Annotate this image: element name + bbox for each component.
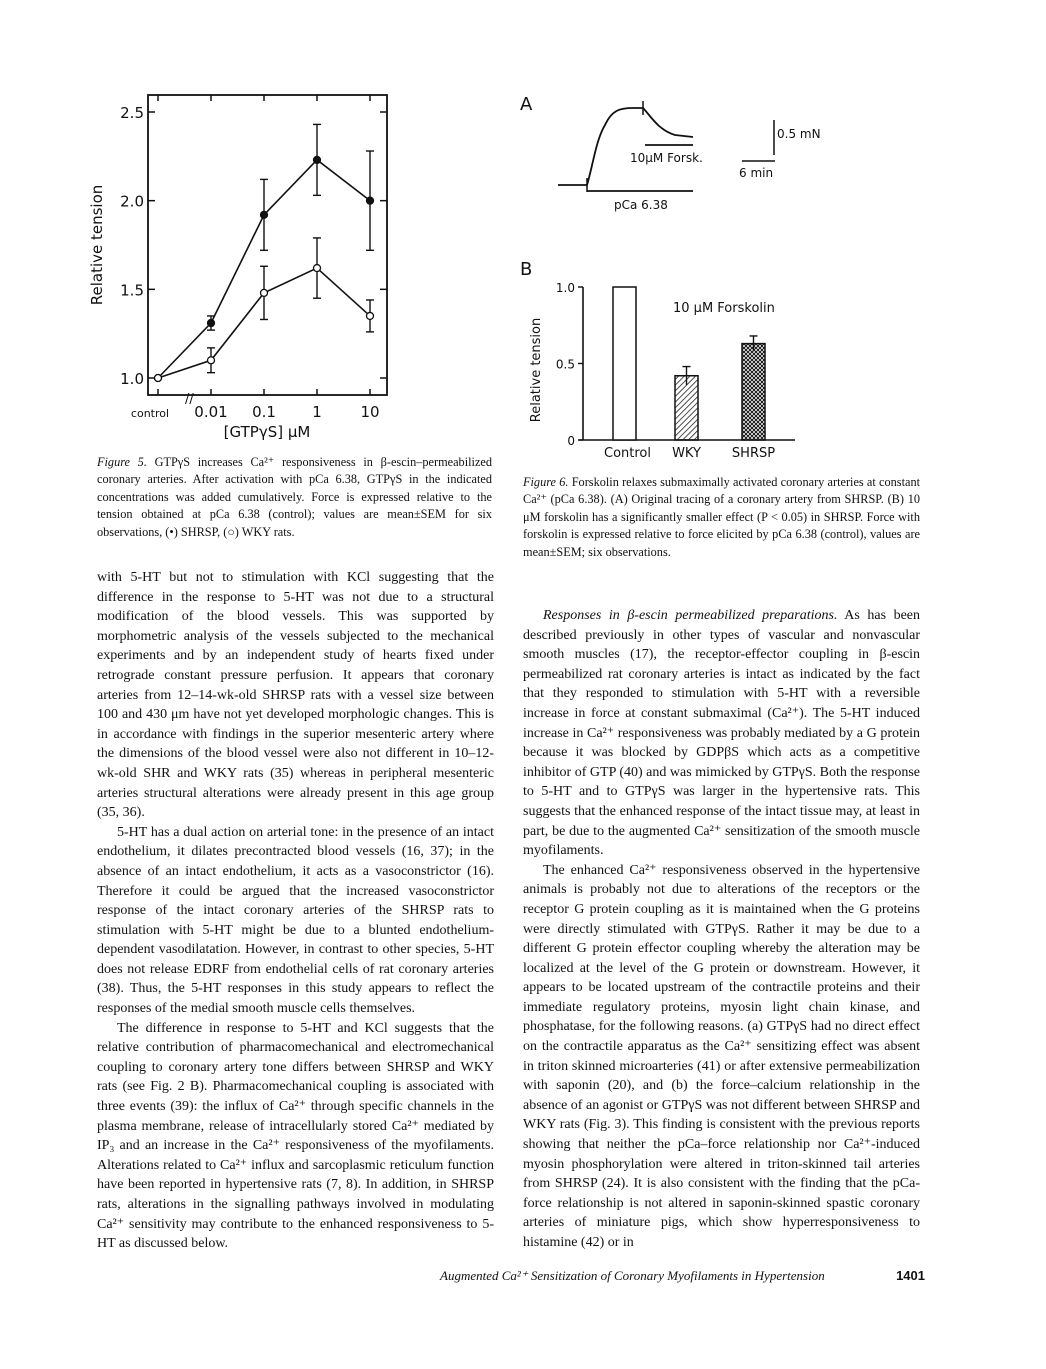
y-tick-label: 1.0: [120, 370, 144, 388]
x-tick-label: SHRSP: [731, 446, 776, 461]
panel-label: A: [520, 94, 533, 115]
data-point-WKY: [367, 312, 374, 319]
bar-Control: [613, 287, 636, 440]
x-tick-label: Control: [604, 446, 651, 461]
caption-label: Figure 6.: [523, 475, 569, 489]
y-tick-label: 1.5: [120, 281, 144, 300]
paragraph-text: As has been described previously in other types of vascular and nonvascular smooth muscles (17), the receptor-effector coupling in β-escin permeabilized rat coronary arteries is intact as indicated by the fact that they responded to stimulation with 5-HT with a reversible increase in force at constant submaximal (Ca²⁺). The 5-HT induced increase in Ca²⁺ responsiveness was probably mediated by a G protein because it was blocked by GDPβS which acts as a competitive inhibitor of GTP (40) and was mimicked by GTPγS. Both the response to 5-HT and to GTPγS was larger in the hypertensive rats. This suggests that the enhanced response of the intact tissue may, at least in part, be due to the augmented Ca²⁺ sensitization of the smooth muscle myofilaments.: [523, 608, 920, 859]
x-tick-label: 0.01: [194, 403, 228, 421]
y-tick-label: 1.0: [555, 281, 575, 295]
figure-6a-tracing: [510, 85, 840, 225]
data-point-SHRSP: [367, 197, 374, 204]
y-tick-label: 0: [567, 434, 575, 448]
y-tick-label: 2.5: [120, 104, 144, 122]
y-tick-label: 2.0: [120, 192, 144, 211]
paragraph: The enhanced Ca²⁺ responsiveness observed in the hypertensive animals is probably not due to alterations of the receptors or the receptor G protein coupling as it is maintained when the G proteins were directly stimulated with GTPγS. Rather it may be due to a different G protein effector coupling whereby the alteration may be localized at the level of the G protein or downstream. However, it appears to be located upstream of the contractile proteins and their immediate regulatory proteins, myosin light chain kinase, and phosphatase, for the following reasons. (a) GTPγS had no direct effect on the contractile apparatus as the Ca²⁺ sensitizing effect was absent in triton skinned microarteries (41) or after extensive permeabilization with saponin (20), and (b) the force–calcium relationship in the absence of an agonist or GTPγS was not different between SHRSP and WKY rats (Fig. 3). This finding is consistent with the previous reports showing that neither the pCa–force relationship nor Ca²⁺-induced myosin phosphorylation were altered in triton-skinned tail arteries from SHRSP (24). It is also consistent with the finding that the pCa-force relationship is not altered in saponin-skinned spastic coronary arteries of miniature pigs, which show hyperresponsiveness to histamine (42) or in: [523, 862, 920, 1250]
force-trace: [558, 108, 693, 185]
x-axis-label: [GTPγS] μM: [223, 423, 311, 441]
y-tick-label: 0.5: [555, 357, 575, 372]
pca-label: pCa 6.38: [614, 198, 668, 212]
data-point-WKY: [261, 289, 268, 296]
section-heading: Responses in β-escin permeabilized preparations.: [543, 608, 838, 623]
page-number: 1401: [896, 1268, 925, 1283]
caption-text: Forskolin relaxes submaximally activated coronary arteries at constant Ca²⁺ (pCa 6.38). (A) Original tracing of a coronary artery from SHRSP. (B) 10 μM forskolin has a significantly smaller effect (P < 0.05) in SHRSP. Force with forskolin is expressed relative to force elicited by pCa 6.38 (control), values are mean±SEM; six observations.: [523, 475, 921, 559]
x-tick-label: 10: [360, 403, 380, 421]
data-point-WKY: [314, 265, 321, 272]
bar-SHRSP: [742, 344, 765, 440]
x-tick-label: control: [130, 407, 170, 420]
running-title: Augmented Ca²⁺ Sensitization of Coronary Myofilaments in Hypertension: [440, 1268, 825, 1283]
y-axis-label: Relative tension: [529, 317, 544, 423]
data-point-WKY: [208, 357, 215, 364]
paragraph: 5-HT has a dual action on arterial tone: in the presence of an intact endothelium, it dilates precontracted blood vessels (16, 37); in the absence of an intact endothelium, it acts as a vasoconstrictor (16). Therefore it could be argued that the increased vasoconstrictor response of the intact coronary arteries of the SHRSP rats to stimulation with 5-HT might be due to a blunted endothelium-dependent vasodilatation. However, in contrast to other species, 5-HT does not release EDRF from endothelial cells of rat coronary arteries (38). Thus, the 5-HT responses in this study appears to reflect the responses of the medial smooth muscle cells themselves.: [97, 824, 494, 1017]
data-point-SHRSP: [314, 156, 321, 163]
scale-label-force: 0.5 mN: [777, 127, 821, 141]
figure-6b-chart: [510, 250, 840, 465]
bar-WKY: [675, 376, 698, 440]
panel-label: B: [520, 259, 533, 280]
scale-label-time: 6 min: [739, 166, 774, 180]
paragraph: [523, 606, 920, 861]
data-point-SHRSP: [261, 211, 268, 218]
paragraph: The difference in response to 5-HT and KCl suggests that the relative contribution of pharmacomechanical and electromechanical coupling to coronary artery tone differs between SHRSP and WKY rats (see Fig. 2 B). Pharmacomechanical coupling is associated with three events (39): the influx of Ca²⁺ through specific channels in the plasma membrane, release of intracellularly stored Ca²⁺ mediated by IP₃ and an increase in the Ca²⁺ responsiveness of the myofilaments. Alterations related to Ca²⁺ influx and sarcoplasmic reticulum function have been reported in hypertensive rats (7, 8). In addition, in SHRSP rats, alterations in the signalling pathways involved in modulating Ca²⁺ sensitivity may contribute to the enhanced responsiveness to 5-HT as discussed below.: [97, 1020, 494, 1252]
axis-break-mark: //: [185, 392, 194, 407]
annotation: 10 μM Forskolin: [673, 301, 775, 316]
figure-5-caption: [97, 454, 492, 541]
caption-label: Figure 5.: [97, 455, 147, 469]
data-point-WKY: [155, 375, 162, 382]
caption-text: GTPγS increases Ca²⁺ responsiveness in β-escin–permeabilized coronary arteries. After activation with pCa 6.38, GTPγS in the indicated concentrations was added cumulatively. Force is expressed relative to the tension obtained at pCa 6.38 (control); values are mean±SEM for six observations, (•) SHRSP, (○) WKY rats.: [97, 455, 493, 539]
paragraph: with 5-HT but not to stimulation with KCl suggesting that the difference in the response to 5-HT was not due to a structural modification of the blood vessels. This was supported by morphometric analysis of the vessels subjected to the mechanical experiments and by an independent study of hearts fixed under retrograde constant pressure perfusion. It appears that coronary arteries from 12–14-wk-old SHRSP rats with a vessel size between 100 and 430 μm have not yet developed morphologic changes. This is in accordance with findings in the superior mesenteric artery where the dimensions of the blood vessel were also not different in 10–12-wk-old SHR and WKY rats (35) whereas in peripheral mesenteric arteries structural alterations were already present in this age group (35, 36).: [97, 570, 494, 821]
figure-6-caption: [523, 474, 920, 561]
figure-5-chart: [80, 85, 420, 455]
x-tick-label: 1: [312, 403, 322, 421]
y-axis-label: Relative tension: [88, 184, 106, 306]
page-footer: [440, 1268, 925, 1284]
forskolin-label: 10μM Forsk.: [630, 151, 703, 165]
right-column: [523, 606, 920, 1253]
plot-frame: [148, 95, 387, 395]
data-point-SHRSP: [208, 320, 215, 327]
x-tick-label: 0.1: [252, 403, 276, 421]
x-tick-label: WKY: [672, 446, 701, 461]
left-column: [97, 568, 494, 1254]
